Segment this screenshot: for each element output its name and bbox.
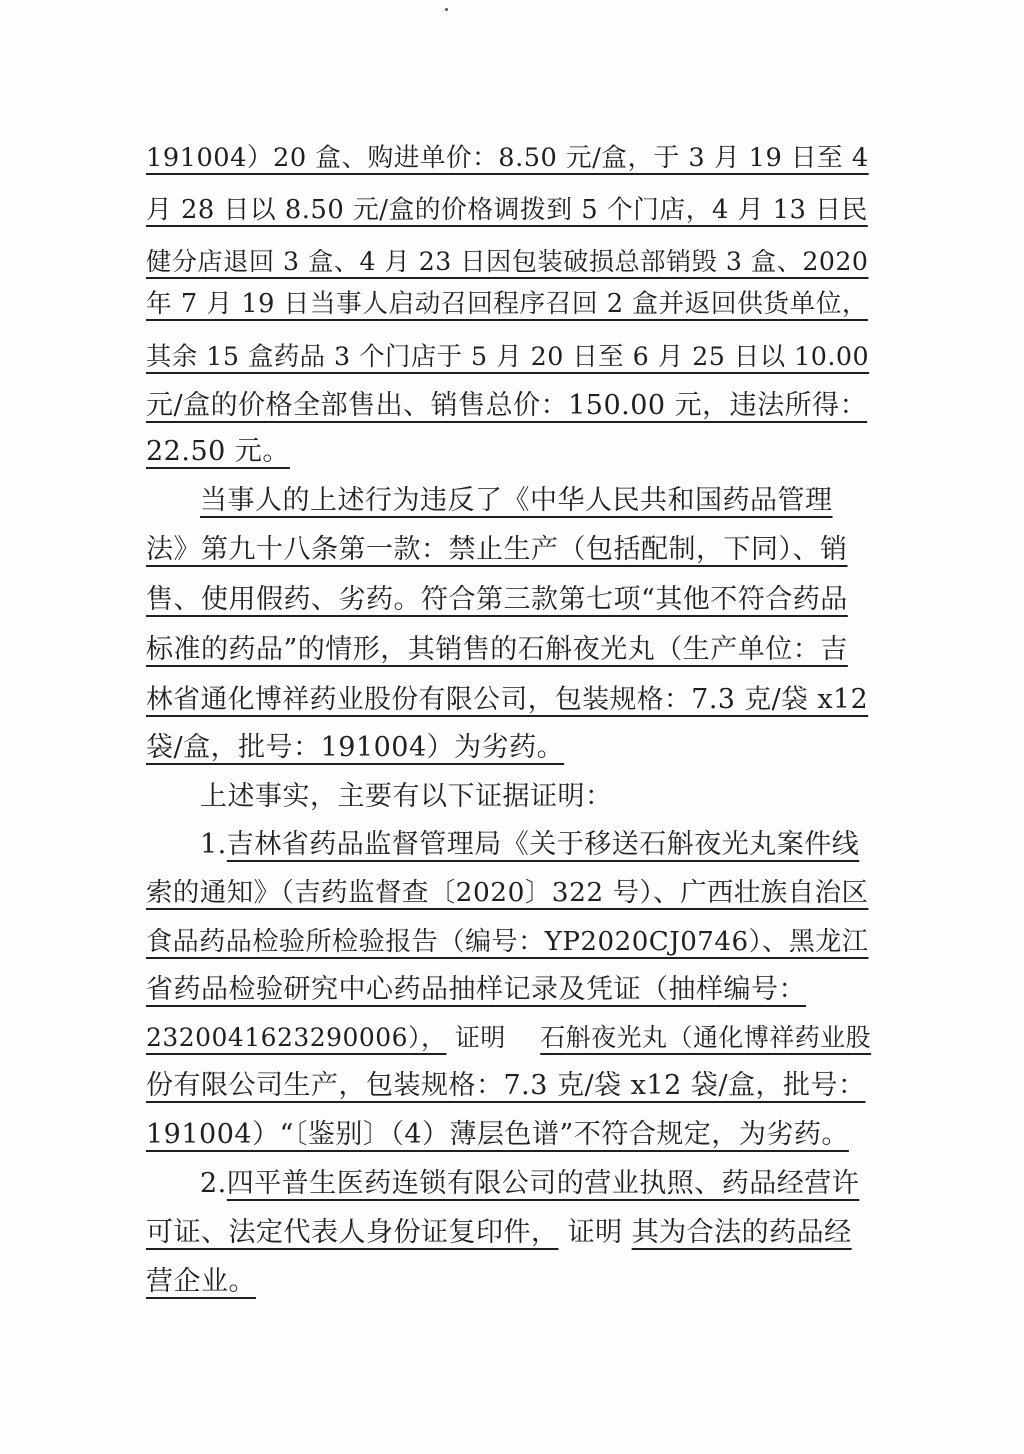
evidence-1-proves-text: 石斛夜光丸（通化博祥药业股 (540, 1023, 872, 1052)
evidence-1-line-3: 食品药品检验所检验报告（编号：YP2020CJ0746）、黑龙江 (146, 927, 869, 957)
paragraph-1-line-2: 月 28 日以 8.50 元/盒的价格调拨到 5 个门店，4 月 13 日民 (146, 195, 868, 225)
evidence-2-proves-text: 其为合法的药品经 (631, 1217, 852, 1248)
evidence-1-line-7: 191004）“〔鉴别〕（4）薄层色谱”不符合规定，为劣药。 (146, 1119, 849, 1150)
evidence-1-line-4: 省药品检验研究中心药品抽样记录及凭证（抽样编号： (146, 974, 806, 1005)
paragraph-2-line-5: 林省通化博祥药业股份有限公司，包装规格：7.3 克/袋 x12 (146, 684, 869, 715)
paragraph-1-line-3: 健分店退回 3 盒、4 月 23 日因包装破损总部销毁 3 盒、2020 (146, 247, 869, 276)
evidence-2-line-2 (146, 1213, 868, 1253)
paragraph-2-line-2: 法》第九十八条第一款：禁止生产（包括配制，下同）、销 (146, 534, 848, 565)
evidence-1-line-5 (146, 1018, 872, 1058)
evidence-2-documents: 可证、法定代表人身份证复印件， (146, 1217, 559, 1248)
scan-speck (445, 8, 448, 11)
paragraph-2-line-6: 袋/盒，批号：191004）为劣药。 (146, 732, 565, 763)
paragraph-2-line-3: 售、使用假药、劣药。符合第三款第七项“其他不符合药品 (146, 584, 848, 615)
evidence-2-proves-label: 证明 (567, 1217, 623, 1248)
evidence-2-line-1 (200, 1164, 868, 1204)
evidence-1-text: 吉林省药品监督管理局《关于移送石斛夜光丸案件线 (226, 829, 860, 860)
evidence-2-text: 四平普生医药连锁有限公司的营业执照、药品经营许 (226, 1168, 860, 1199)
evidence-2-line-3: 营企业。 (146, 1266, 256, 1297)
paragraph-2-line-4: 标准的药品”的情形，其销售的石斛夜光丸（生产单位：吉 (146, 634, 848, 665)
evidence-1-line-6: 份有限公司生产，包装规格：7.3 克/袋 x12 袋/盒，批号： (146, 1070, 866, 1101)
paragraph-1-line-7: 22.50 元。 (146, 436, 290, 467)
paragraph-1-line-1: 191004）20 盒、购进单价：8.50 元/盒，于 3 月 19 日至 4 (146, 143, 869, 173)
evidence-2-number: 2. (200, 1168, 227, 1199)
evidence-1-line-1 (200, 825, 868, 865)
paragraph-2-line-1: 当事人的上述行为违反了《中华人民共和国药品管理 (200, 485, 833, 516)
paragraph-1-line-5: 其余 15 盒药品 3 个门店于 5 月 20 日至 6 月 25 日以 10.00 (146, 341, 870, 371)
paragraph-1-line-4: 年 7 月 19 日当事人启动召回程序召回 2 盒并返回供货单位， (146, 289, 869, 319)
paragraph-1-line-6: 元/盒的价格全部售出、销售总价：150.00 元，违法所得： (146, 390, 868, 421)
evidence-1-number: 1. (200, 829, 227, 860)
evidence-1-line-2: 索的通知》（吉药监督查〔2020〕322 号）、广西壮族自治区 (146, 877, 869, 908)
paragraph-3: 上述事实，主要有以下证据证明： (200, 781, 613, 812)
evidence-1-proves-label: 证明 (454, 1023, 506, 1052)
evidence-1-sample-number: 2320041623290006）， (146, 1023, 447, 1052)
